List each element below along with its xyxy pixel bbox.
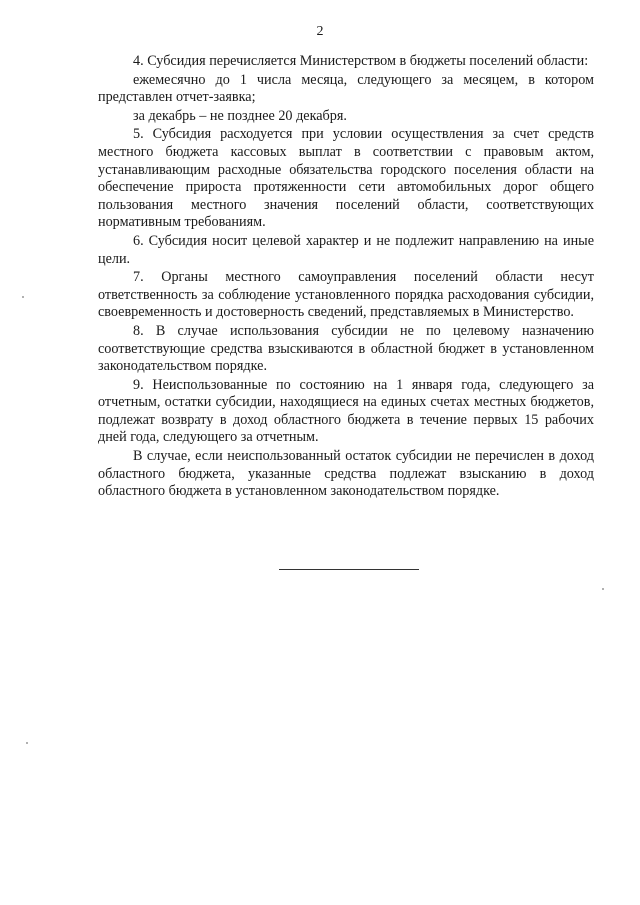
scan-speck (602, 588, 604, 590)
paragraph-item-7: 7. Органы местного самоуправления поселений области несут ответственность за соблюдение установленного порядка расходования субсидии, своевременность и достоверность сведений, представляемых в Министерство. (98, 269, 594, 321)
scan-speck (26, 742, 28, 744)
paragraph-item-5: 5. Субсидия расходуется при условии осуществления за счет средств местного бюджета кассовых выплат в соответствии с правовым актом, устанавливающим расходные обязательства городского поселения области на обеспечение прироста протяженности сети автомобильных дорог общего пользования местного значения поселений области, соответствующих нормативным требованиям. (98, 126, 594, 231)
paragraph-item-6: 6. Субсидия носит целевой характер и не подлежит направлению на иные цели. (98, 232, 594, 267)
paragraph-december-deadline: за декабрь – не позднее 20 декабря. (133, 107, 347, 124)
scan-speck (22, 296, 24, 298)
document-body (98, 53, 594, 502)
page-number: 2 (316, 24, 324, 39)
closing-separator-line (279, 569, 419, 570)
paragraph-item-8: 8. В случае использования субсидии не по целевому назначению соответствующие средства взыскиваются в областной бюджет в установленном законодательством порядке. (98, 322, 594, 375)
paragraph-monthly-deadline: ежемесячно до 1 числа месяца, следующего за месяцем, в котором представлен отчет-заявка; (98, 71, 594, 106)
paragraph-unreturned-balance: В случае, если неиспользованный остаток субсидии не перечислен в доход областного бюджета, указанные средства подлежат взысканию в доход областного бюджета в установленном законодательством порядке. (98, 448, 594, 500)
paragraph-item-9: 9. Неиспользованные по состоянию на 1 января года, следующего за отчетным, остатки субсидии, находящиеся на единых счетах местных бюджетов, подлежат возврату в доход областного бюджета в течение первых 15 рабочих дней года, следующего за отчетным. (98, 376, 594, 446)
paragraph-item-4: 4. Субсидия перечисляется Министерством в бюджеты поселений области: (133, 53, 589, 69)
